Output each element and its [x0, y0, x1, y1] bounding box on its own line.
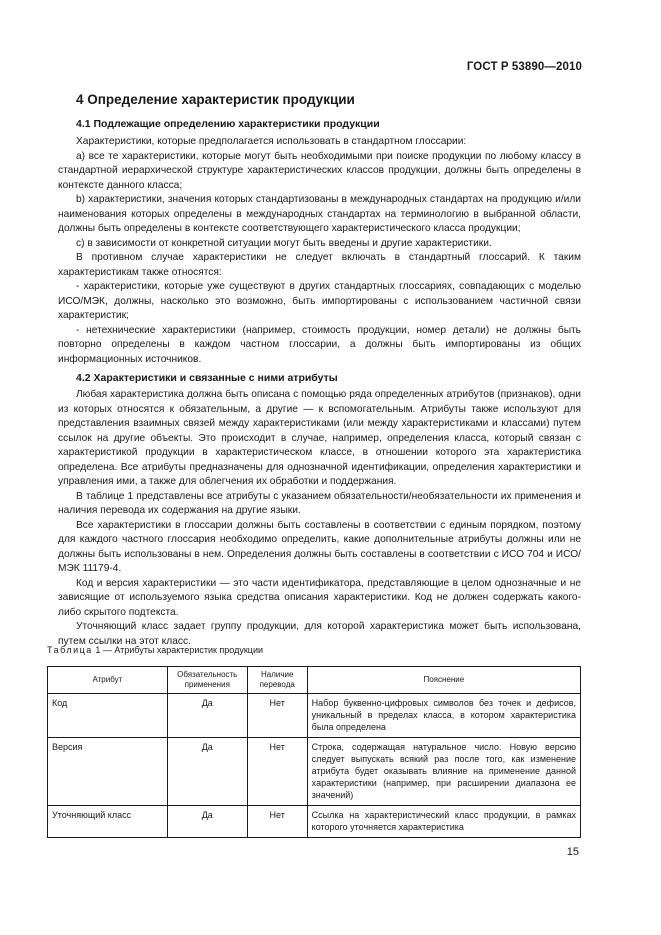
table-caption — [47, 645, 263, 655]
subsection-1-body — [58, 135, 581, 367]
table-caption-text: 1 — Атрибуты характеристик продукции — [95, 645, 264, 655]
standard-id: ГОСТ Р 53890—2010 — [466, 61, 582, 73]
section-title: 4 Определение характеристик продукции — [76, 92, 355, 107]
paragraph: Характеристики, которые предполагается использовать в стандартном глоссарии: — [76, 136, 467, 147]
table-cell-mandatory: Да — [167, 806, 247, 838]
table-row — [48, 694, 581, 738]
paragraph: Все характеристики в глоссарии должны быть составлены в соответствии с единым порядком, поэтому для каждого частного глоссария необходимо определить, какие дополнительные атрибуты должны или не должны быть использованы в нем. Определения должны быть составлены в соответствии с ИСО 704 и ИСО/МЭК 11179-4. — [58, 519, 581, 574]
table-cell-translation: Нет — [247, 806, 307, 838]
table-row — [48, 806, 581, 838]
paragraph: - характеристики, которые уже существуют в других стандартных глоссариях, совпадающих с моделью ИСО/МЭК, должны, насколько это возможно, быть импортированы с использованием частичной связи характеристик; — [58, 281, 581, 321]
page-number: 15 — [566, 846, 579, 858]
table-cell-attribute: Версия — [48, 738, 168, 806]
table-row — [48, 738, 581, 806]
table-header-row — [48, 667, 581, 694]
column-header: Наличие перевода — [247, 667, 307, 694]
paragraph: - нетехнические характеристики (например, стоимость продукции, номер детали) не должны быть повторно определены в каждом частном глоссарии, а должны быть импортированы из общих информационных источников. — [58, 324, 581, 365]
attributes-table — [47, 666, 581, 838]
paragraph: Любая характеристика должна быть описана с помощью ряда определенных атрибутов (признаков), одни из которых относятся к обязательным, а другие — к вспомогательным. Атрибуты также используют для представления взаимных связей между характеристиками (или между характеристиками и классами) путем ссылок на другие объекты. Это происходит в случае, например, определения класса, который связан с характеристикой продукции в характеристическом классе, в отношении которого эта характеристика определена. Все атрибуты предназначены для однозначной идентификации, определения характеристики и управления ими, а также для облегчения их обработки и поддержания. — [58, 389, 581, 487]
table-cell-explanation: Ссылка на характеристический класс продукции, в рамках которого уточняется характеристика — [307, 806, 580, 838]
subsection-2-title: 4.2 Характеристики и связанные с ними атрибуты — [76, 372, 338, 384]
table-cell-explanation: Строка, содержащая натуральное число. Новую версию следует выпускать всякий раз после того, как изменение атрибута будет оказывать влияние на применение данной характеристики (например, при расширении диапазона ее значений) — [307, 738, 580, 806]
paragraph: Код и версия характеристики — это части идентификатора, представляющие в целом однозначные и не зависящие от используемого языка средства описания характеристики. Код не должен содержать какого-либо скрытого подтекста. — [58, 577, 581, 618]
paragraph: Уточняющий класс задает группу продукции, для которой характеристика может быть использована, путем ссылки на этот класс. — [58, 621, 581, 647]
column-header: Обязательность применения — [167, 667, 247, 694]
table-cell-mandatory: Да — [167, 738, 247, 806]
table-caption-word: Таблица — [47, 645, 93, 655]
paragraph: В противном случае характеристики не следует включать в стандартный глоссарий. К таким характеристикам также относятся: — [58, 252, 581, 278]
column-header: Атрибут — [48, 667, 168, 694]
table-cell-mandatory: Да — [167, 694, 247, 738]
paragraph: b) характеристики, значения которых стандартизованы в международных стандартах на продукцию и/или наименования которых определены в международных стандартах на терминологию в выбранной области, должны быть определены в контексте соответствующего характеристического класса продукции; — [58, 194, 581, 234]
table-cell-translation: Нет — [247, 738, 307, 806]
column-header: Пояснение — [307, 667, 580, 694]
table-cell-attribute: Уточняющий класс — [48, 806, 168, 838]
paragraph: с) в зависимости от конкретной ситуации могут быть введены и другие характеристики. — [76, 237, 492, 249]
table-cell-translation: Нет — [247, 694, 307, 738]
table-cell-explanation: Набор буквенно-цифровых символов без точек и дефисов, уникальный в пределах класса, в котором характеристика была определена — [307, 694, 580, 738]
table-cell-attribute: Код — [48, 694, 168, 738]
paragraph: а) все те характеристики, которые могут быть необходимыми при поиске продукции по любому классу в стандартной иерархической структуре характеристических классов продукции, должны быть определены в контексте данного класса; — [58, 150, 581, 191]
subsection-1-title: 4.1 Подлежащие определению характеристики продукции — [76, 118, 380, 130]
paragraph: В таблице 1 представлены все атрибуты с указанием обязательности/необязательности их применения и наличия перевода их содержания на другие языки. — [58, 490, 581, 516]
subsection-2-body — [58, 388, 581, 649]
